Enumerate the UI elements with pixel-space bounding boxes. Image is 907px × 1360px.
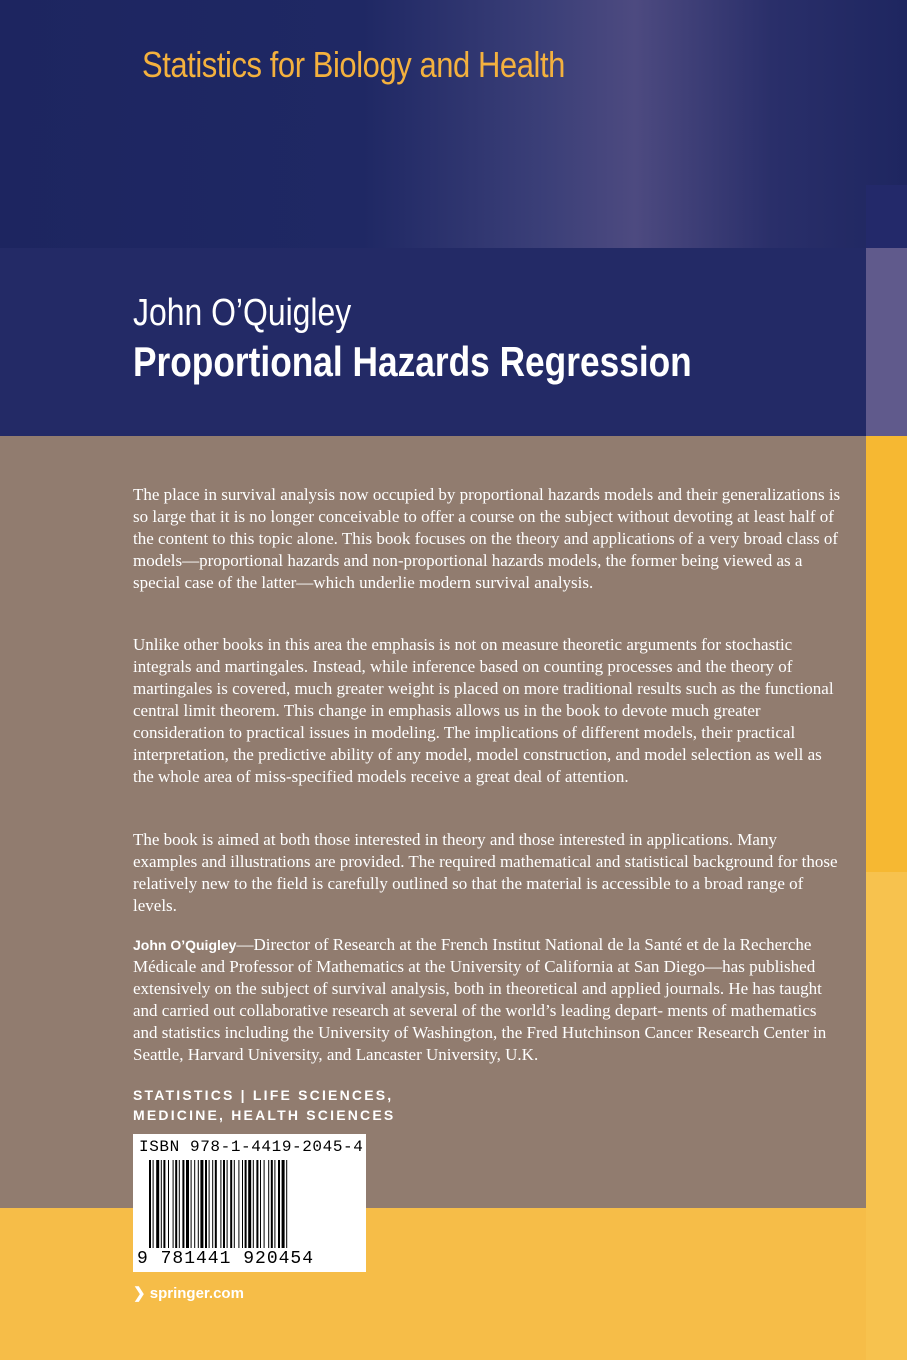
barcode-bar <box>220 1160 221 1248</box>
barcode-bar <box>238 1160 239 1248</box>
barcode-bar <box>230 1160 232 1248</box>
barcode-bar <box>198 1160 199 1248</box>
barcode-bar <box>245 1160 247 1248</box>
barcode-bar <box>161 1160 162 1248</box>
barcode-bar <box>260 1160 261 1248</box>
barcode-bar <box>153 1160 154 1248</box>
barcode-bar <box>209 1160 210 1248</box>
barcode-bar <box>253 1160 254 1248</box>
barcode-bar <box>149 1160 151 1248</box>
book-title: Proportional Hazards Regression <box>133 338 692 385</box>
barcode-bar <box>286 1160 287 1248</box>
side-strip-yellow <box>866 872 907 1360</box>
header-band-edge <box>866 185 907 248</box>
barcode-bar <box>227 1160 228 1248</box>
barcode-bar <box>200 1160 203 1248</box>
author-bio <box>133 934 845 1066</box>
barcode-bar <box>271 1160 273 1248</box>
barcode-bar <box>212 1160 213 1248</box>
isbn-label: ISBN 978-1-4419-2045-4 <box>139 1138 364 1156</box>
barcode-bar <box>186 1160 189 1248</box>
description-paragraph-2: Unlike other books in this area the emphasis is not on measure theoretic arguments for stochastic integrals and martingales. Instead, while inference based on counting processes and the theory of martingales is covered, much greater weight is placed on more traditional results such as the functional central limit theorem. This change in emphasis allows us in the book to devote much greater consideration to practical issues in modeling. The implications of different models, their practical interpretation, the predictive ability of any model, model construction, and model selection as well as the whole area of miss-specified models receive a great deal of attention. <box>133 635 834 786</box>
barcode-bar <box>205 1160 207 1248</box>
barcode-bar <box>264 1160 265 1248</box>
barcode-bar <box>242 1160 243 1248</box>
barcode-bar <box>268 1160 269 1248</box>
barcode-bar <box>248 1160 251 1248</box>
barcode-bar <box>223 1160 225 1248</box>
barcode-bars <box>149 1160 349 1248</box>
barcode-bar <box>182 1160 184 1248</box>
barcode-bar <box>156 1160 159 1248</box>
barcode-bar <box>274 1160 275 1248</box>
springer-link[interactable]: ❯ springer.com <box>133 1285 244 1302</box>
bottom-band <box>0 1208 866 1360</box>
author-bio-name: John O’Quigley <box>133 937 237 953</box>
author-name: John O’Quigley <box>133 292 352 334</box>
barcode-bar <box>278 1160 280 1248</box>
barcode <box>133 1134 366 1272</box>
barcode-number: 9 781441 920454 <box>137 1249 315 1269</box>
header-band <box>0 0 907 248</box>
barcode-bar <box>179 1160 180 1248</box>
barcode-bar <box>191 1160 192 1248</box>
subject-line-2: MEDICINE, HEALTH SCIENCES <box>133 1107 396 1123</box>
barcode-bar <box>194 1160 195 1248</box>
barcode-bar <box>215 1160 217 1248</box>
subject-line-1: STATISTICS | LIFE SCIENCES, <box>133 1087 394 1103</box>
barcode-bar <box>168 1160 169 1248</box>
barcode-bar <box>173 1160 174 1248</box>
barcode-bar <box>163 1160 165 1248</box>
barcode-bar <box>234 1160 235 1248</box>
author-bio-text: —Director of Research at the French Institut National de la Santé et de la Recherche Médicale and Professor of Mathematics at the University of California at San Diego—has published extensively on the subject of survival analysis, both in theoretical and applied journals. He has taught and carried out collaborative research at several of the world’s leading depart- ments of mathematics and statistics including the University of Washington, the Fred Hutchinson Cancer Research Center in Seattle, Harvard University, and Lancaster University, U.K. <box>133 935 827 1064</box>
description-paragraph-3: The book is aimed at both those interested in theory and those interested in applications. Many examples and illustrations are provided. The required mathematical and statistical background for those relatively new to the field is carefully outlined so that the material is accessible to a broad range of levels. <box>133 830 838 915</box>
barcode-bar <box>175 1160 177 1248</box>
side-strip-orange <box>866 436 907 872</box>
barcode-bar <box>282 1160 285 1248</box>
description-paragraph-1: The place in survival analysis now occupied by proportional hazards models and their generalizations is so large that it is no longer conceivable to offer a course on the subject without devoting at least half of the content to this topic alone. This book focuses on the theory and applications of a very broad class of models—proportional hazards and non-proportional hazards models, the former being viewed as a special case of the latter—which underlie modern survival analysis. <box>133 485 841 592</box>
series-title: Statistics for Biology and Health <box>142 44 565 85</box>
side-strip-purple <box>866 248 907 436</box>
barcode-bar <box>256 1160 258 1248</box>
subject-category <box>133 1085 395 1125</box>
